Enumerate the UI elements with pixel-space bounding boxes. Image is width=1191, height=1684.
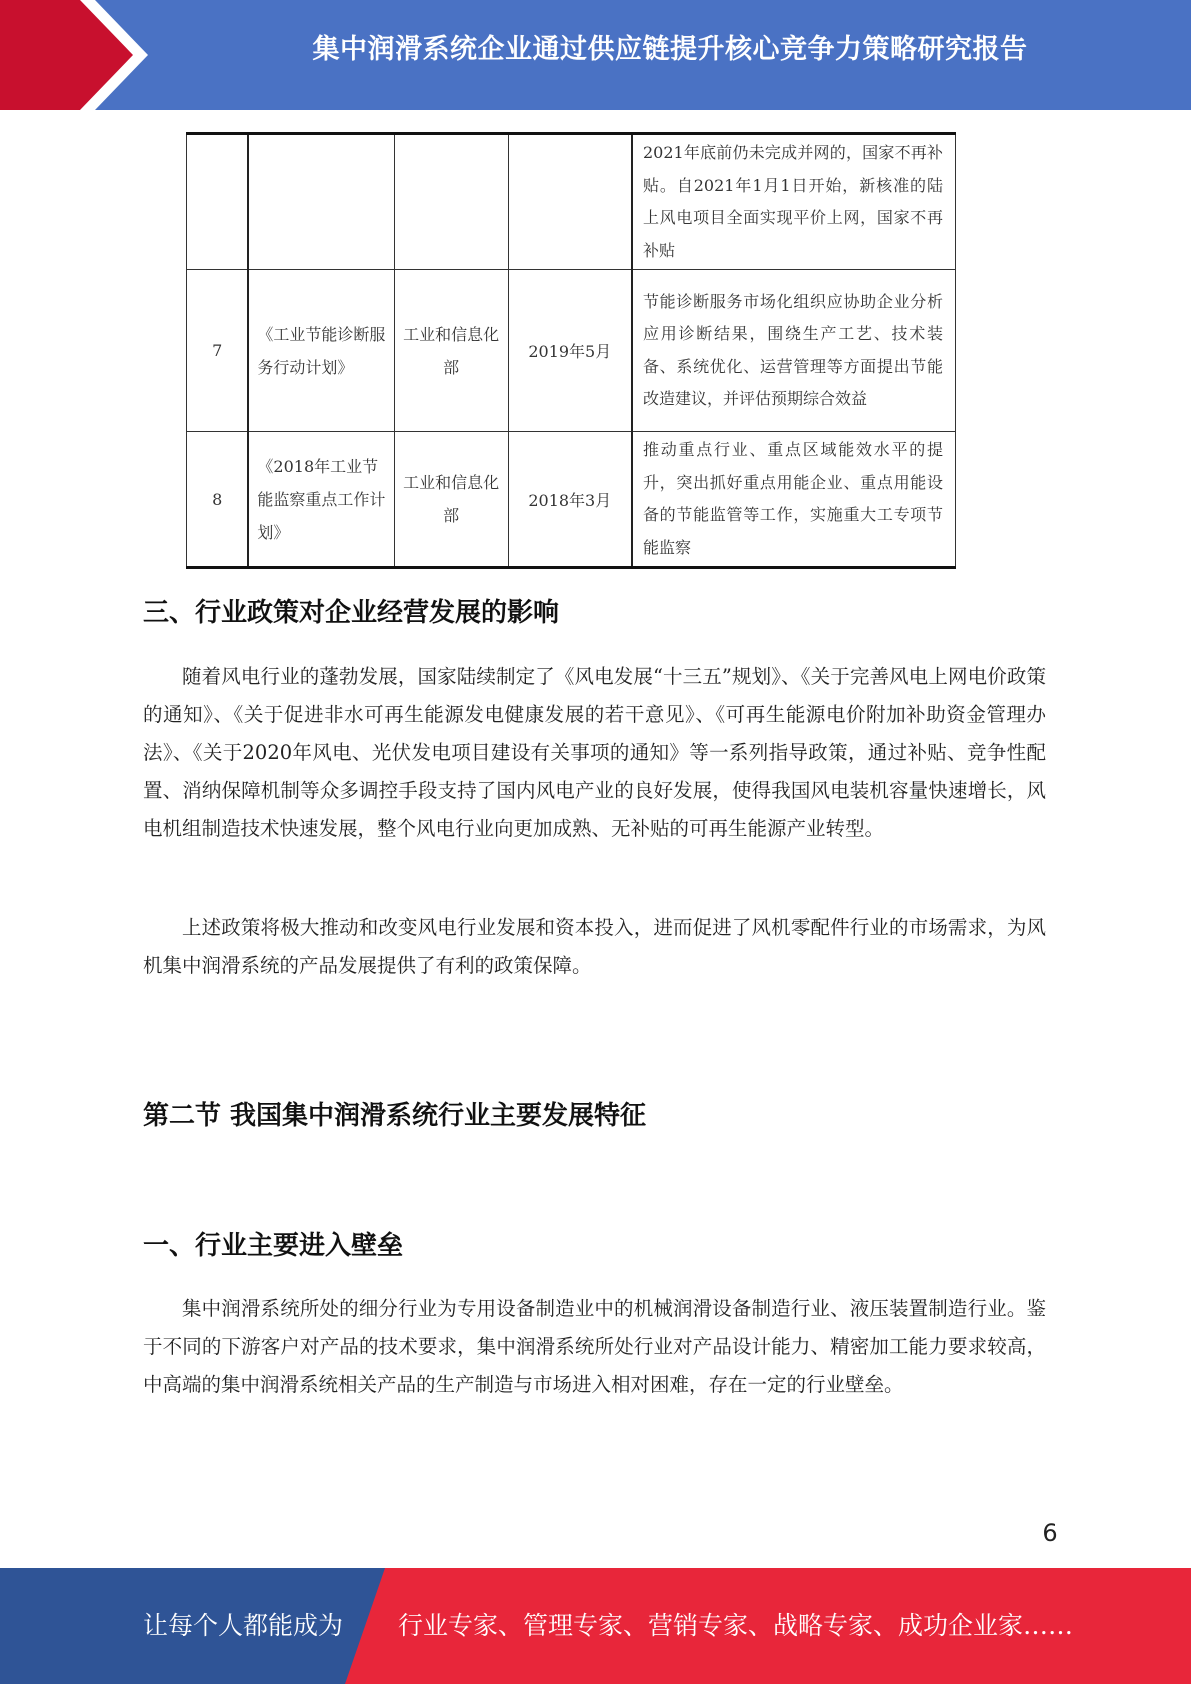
cell-date [508, 134, 632, 270]
cell-number: 7 [187, 270, 249, 432]
cell-department: 工业和信息化部 [394, 432, 508, 568]
footer-slogan-left: 让每个人都能成为 [143, 1611, 344, 1640]
paragraph: 集中润滑系统所处的细分行业为专用设备制造业中的机械润滑设备制造行业、液压装置制造行业。鉴于不同的下游客户对产品的技术要求，集中润滑系统所处行业对产品设计能力、精密加工能力要求较高，中高端的集中润滑系统相关产品的生产制造与市场进入相对困难，存在一定的行业壁垒。 [143, 1297, 1046, 1396]
cell-policy-name [248, 134, 394, 270]
section-heading: 一、行业主要进入壁垒 [143, 1231, 404, 1261]
section-heading: 三、行业政策对企业经营发展的影响 [143, 598, 560, 628]
page-number: 6 [1042, 1519, 1058, 1547]
cell-policy-name: 《工业节能诊断服务行动计划》 [248, 270, 394, 432]
cell-policy-name: 《2018年工业节能监察重点工作计划》 [248, 432, 394, 568]
page-header [0, 0, 1191, 110]
cell-date: 2019年5月 [508, 270, 632, 432]
header-arrow-decoration [0, 0, 160, 110]
cell-number [187, 134, 249, 270]
report-title: 集中润滑系统企业通过供应链提升核心竞争力策略研究报告 [312, 34, 1028, 65]
cell-description: 2021年底前仍未完成并网的，国家不再补贴。自2021年1月1日开始，新核准的陆上风电项目全面实现平价上网，国家不再补贴 [632, 134, 956, 270]
page-footer [0, 1568, 1191, 1684]
paragraph: 上述政策将极大推动和改变风电行业发展和资本投入，进而促进了风机零配件行业的市场需求，为风机集中润滑系统的产品发展提供了有利的政策保障。 [143, 916, 1046, 977]
cell-date: 2018年3月 [508, 432, 632, 568]
cell-description: 推动重点行业、重点区域能效水平的提升，突出抓好重点用能企业、重点用能设备的节能监管等工作，实施重大工专项节能监察 [632, 432, 956, 568]
cell-description: 节能诊断服务市场化组织应协助企业分析应用诊断结果，围绕生产工艺、技术装备、系统优化、运营管理等方面提出节能改造建议，并评估预期综合效益 [632, 270, 956, 432]
table-row [187, 270, 956, 432]
policy-table [186, 132, 956, 569]
cell-department [394, 134, 508, 270]
cell-department: 工业和信息化部 [394, 270, 508, 432]
table-row [187, 432, 956, 568]
table-row [187, 134, 956, 270]
paragraph: 随着风电行业的蓬勃发展，国家陆续制定了《风电发展“十三五”规划》、《关于完善风电上网电价政策的通知》、《关于促进非水可再生能源发电健康发展的若干意见》、《可再生能源电价附加补助资金管理办法》、《关于2020年风电、光伏发电项目建设有关事项的通知》等一系列指导政策，通过补贴、竞争性配置、消纳保障机制等众多调控手段支持了国内风电产业的良好发展，使得我国风电装机容量快速增长，风电机组制造技术快速发展，整个风电行业向更加成熟、无补贴的可再生能源产业转型。 [143, 665, 1046, 840]
cell-number: 8 [187, 432, 249, 568]
chapter-heading: 第二节 我国集中润滑系统行业主要发展特征 [143, 1101, 647, 1131]
footer-slogan-right: 行业专家、管理专家、营销专家、战略专家、成功企业家…… [398, 1611, 1074, 1640]
